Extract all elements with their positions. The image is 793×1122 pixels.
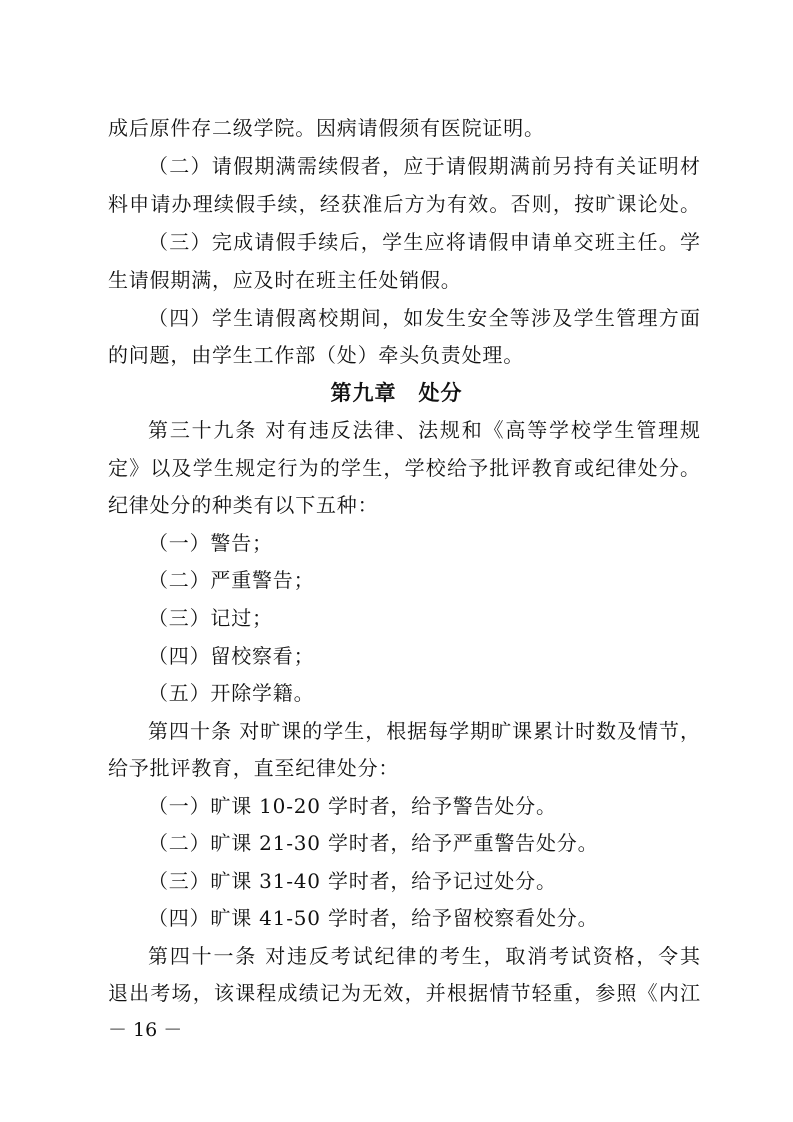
leave-item-line: 生请假期满，应及时在班主任处销假。 [108,268,462,292]
absence-penalty-item: （一）旷课 10-20 学时者，给予警告处分。 [148,794,557,818]
absence-penalty-item: （三）旷课 31-40 学时者，给予记过处分。 [148,869,557,893]
article-line: 退出考场，该课程成绩记为无效，并根据情节轻重，参照《内江 [108,981,700,1005]
penalty-type-item: （一）警告； [148,531,273,555]
absence-penalty-item: （二）旷课 21-30 学时者，给予严重警告处分。 [148,831,599,855]
penalty-type-item: （五）开除学籍。 [148,681,315,705]
paragraph-line: 成后原件存二级学院。因病请假须有医院证明。 [108,116,545,140]
leave-item-line: 的问题，由学生工作部（处）牵头负责处理。 [108,343,524,367]
leave-item-line: 料申请办理续假手续，经获准后方为有效。否则，按旷课论处。 [108,192,700,216]
penalty-type-item: （二）严重警告； [148,568,315,592]
article-line: 第四十一条 对违反考试纪律的考生，取消考试资格，令其 [148,944,700,968]
leave-item-line: （二）请假期满需续假者，应于请假期满前另持有关证明材 [148,154,700,178]
article-line: 定》以及学生规定行为的学生，学校给予批评教育或纪律处分。 [108,456,700,480]
page-number: － 16 － [108,1019,183,1041]
chapter-heading: 第九章 处分 [330,380,463,405]
leave-item-line: （四）学生请假离校期间，如发生安全等涉及学生管理方面 [148,306,700,330]
article-line: 给予批评教育，直至纪律处分： [108,756,400,780]
article-line: 第四十条 对旷课的学生，根据每学期旷课累计时数及情节， [148,719,700,743]
article-line: 纪律处分的种类有以下五种： [108,493,379,517]
absence-penalty-item: （四）旷课 41-50 学时者，给予留校察看处分。 [148,906,599,930]
penalty-type-item: （三）记过； [148,606,273,630]
penalty-type-item: （四）留校察看； [148,644,315,668]
leave-item-line: （三）完成请假手续后，学生应将请假申请单交班主任。学 [148,230,700,254]
article-line: 第三十九条 对有违反法律、法规和《高等学校学生管理规 [148,418,700,442]
